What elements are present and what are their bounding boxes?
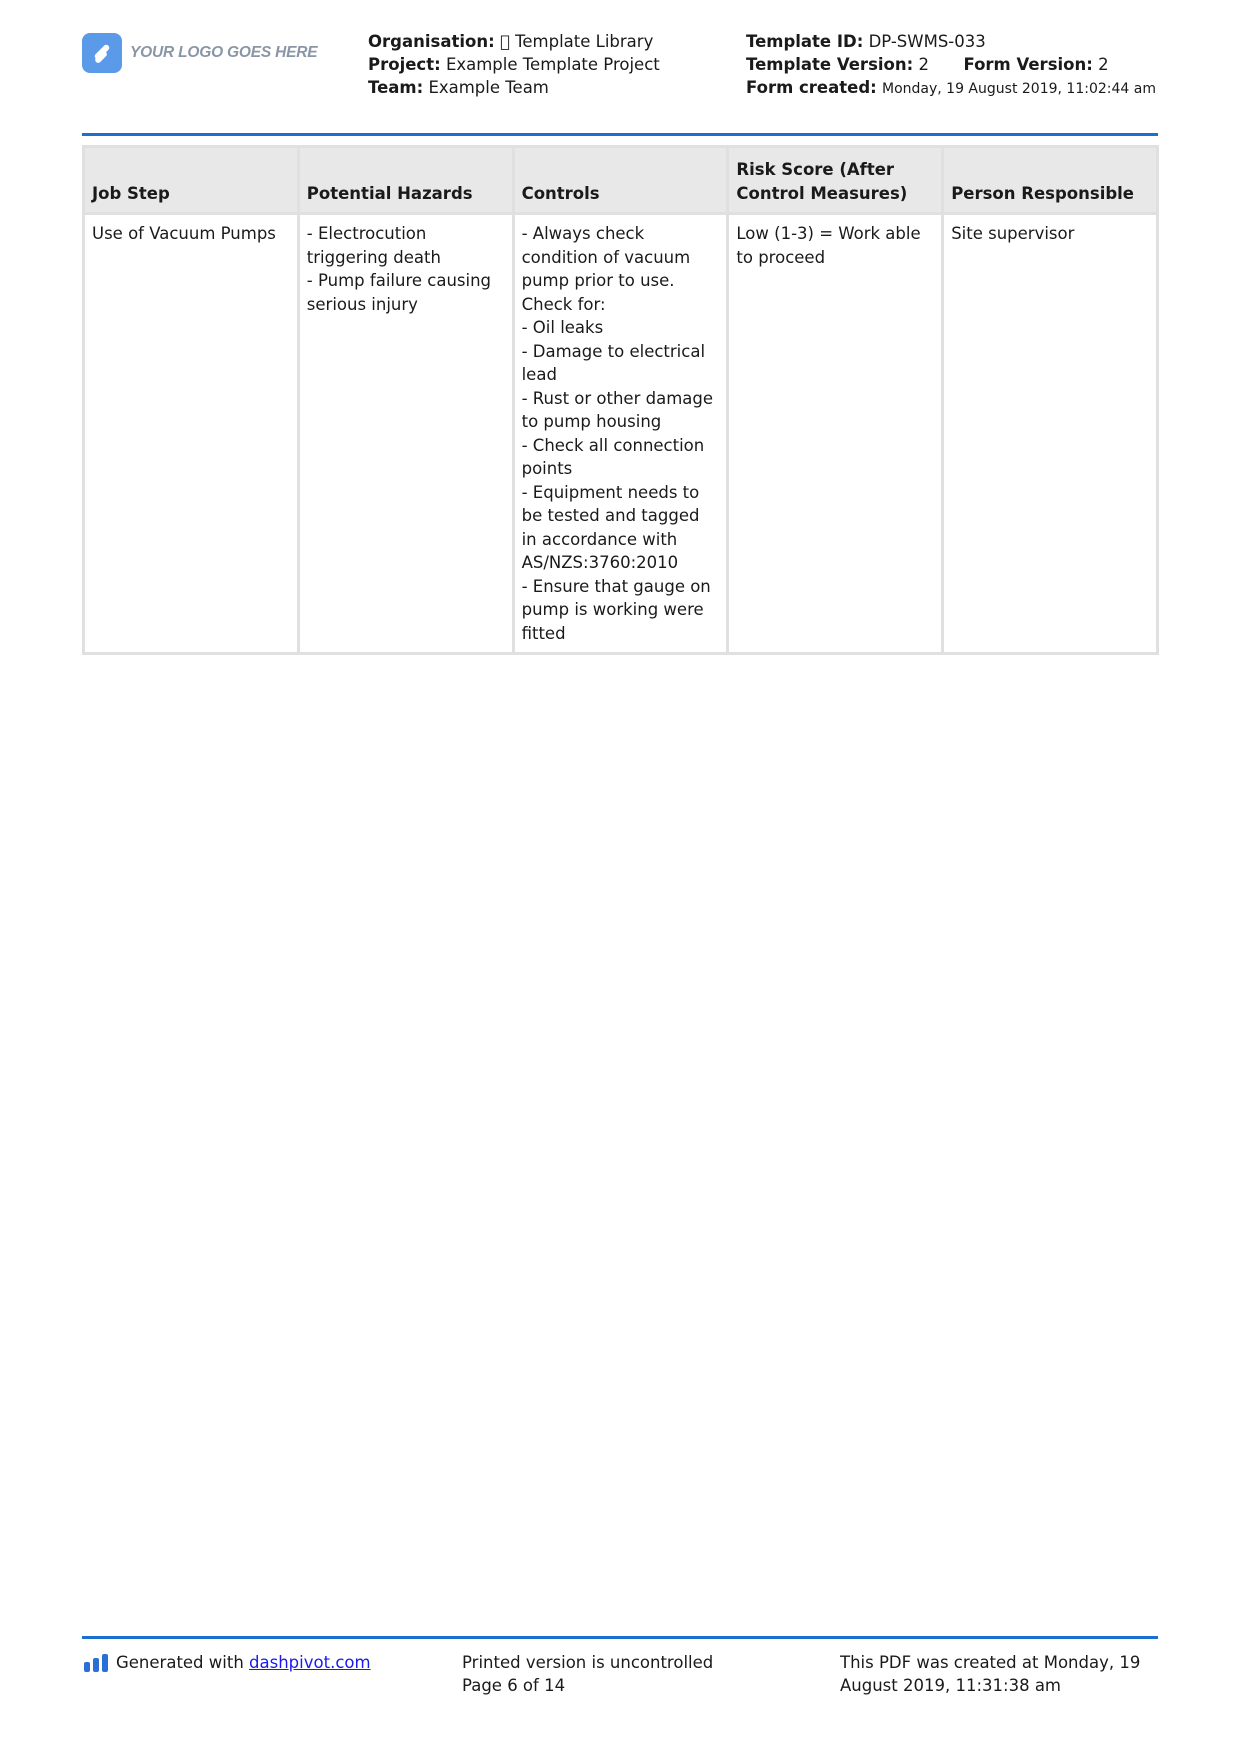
template-id-line	[746, 30, 1158, 53]
swms-table	[82, 145, 1159, 655]
control-item: - Rust or other damage to pump housing	[521, 388, 714, 431]
form-created-value: Monday, 19 August 2019, 11:02:44 am	[882, 81, 1156, 97]
page-number: Page 6 of 14	[462, 1676, 566, 1695]
template-id-value: DP-SWMS-033	[868, 32, 986, 51]
header-divider	[82, 133, 1158, 136]
person-responsible-cell: Site supervisor	[943, 214, 1158, 654]
template-version-value: 2	[918, 55, 929, 74]
job-step-cell: Use of Vacuum Pumps	[84, 214, 299, 654]
company-logo	[82, 33, 317, 73]
table-row	[84, 214, 1158, 654]
form-created-line	[746, 76, 1158, 101]
hazards-cell	[298, 214, 513, 654]
control-item: - Ensure that gauge on pump is working were fitted	[521, 576, 711, 643]
control-item: - Oil leaks	[521, 318, 604, 337]
project-value: Example Template Project	[445, 55, 660, 74]
control-item: - Damage to electrical lead	[521, 341, 706, 384]
dashpivot-icon	[84, 1654, 108, 1672]
column-header-risk-score: Risk Score (After Control Measures)	[728, 147, 943, 214]
template-version-label: Template Version:	[746, 55, 914, 74]
logo-icon	[82, 33, 122, 73]
column-header-hazards: Potential Hazards	[298, 147, 513, 214]
column-header-controls: Controls	[513, 147, 728, 214]
hazard-item: - Electrocution triggering death	[306, 224, 441, 267]
organisation-line	[368, 30, 660, 53]
footer-divider	[82, 1636, 1158, 1639]
team-label: Team:	[368, 78, 424, 97]
footer-created: This PDF was created at Monday, 19 August 2019, 11:31:38 am	[840, 1653, 1141, 1695]
column-header-job-step: Job Step	[84, 147, 299, 214]
control-item: - Always check condition of vacuum pump prior to use. Check for:	[521, 224, 691, 314]
team-value: Example Team	[428, 78, 549, 97]
uncontrolled-notice: Printed version is uncontrolled	[462, 1653, 714, 1672]
generated-prefix: Generated with	[116, 1653, 244, 1672]
version-line	[746, 53, 1158, 76]
header-meta-right	[746, 30, 1158, 101]
form-version-label: Form Version:	[963, 55, 1093, 74]
page-header	[82, 30, 1158, 130]
column-header-person-responsible: Person Responsible	[943, 147, 1158, 214]
footer-middle	[462, 1651, 713, 1697]
template-id-label: Template ID:	[746, 32, 864, 51]
table-header-row	[84, 147, 1158, 214]
controls-cell	[513, 214, 728, 654]
footer-generated	[84, 1651, 371, 1674]
project-line	[368, 53, 660, 76]
control-item: - Equipment needs to be tested and tagged in accordance with AS/NZS:3760:2010	[521, 482, 700, 572]
header-meta-left	[368, 30, 660, 99]
hazard-item: - Pump failure causing serious injury	[306, 271, 492, 314]
logo-text: YOUR LOGO GOES HERE	[130, 44, 318, 61]
project-label: Project:	[368, 55, 441, 74]
risk-score-cell: Low (1-3) = Work able to proceed	[728, 214, 943, 654]
form-version-value: 2	[1098, 55, 1109, 74]
form-created-label: Form created:	[746, 78, 877, 97]
team-line	[368, 76, 660, 99]
control-item: - Check all connection points	[521, 435, 705, 478]
organisation-label: Organisation:	[368, 32, 495, 51]
dashpivot-link[interactable]: dashpivot.com	[249, 1653, 371, 1672]
organisation-value: Template Library	[499, 32, 639, 51]
